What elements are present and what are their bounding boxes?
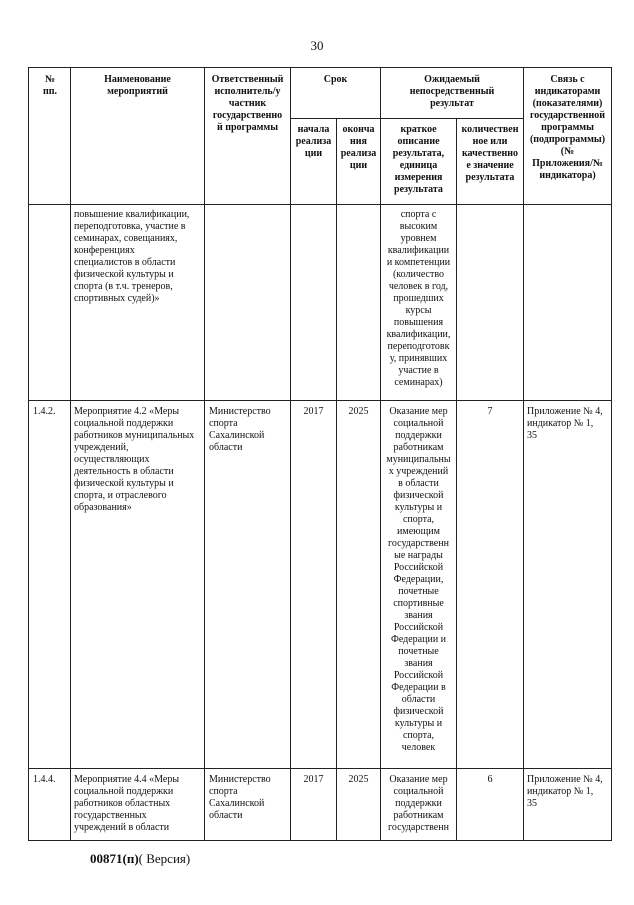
row-2-link: Приложение № 4, индикатор № 1, 35	[527, 406, 603, 441]
header-quantity: количествен ное или качественно е значение результата	[461, 124, 519, 183]
row-2-brief: Оказание мер социальной поддержки работникам муниципальны х учреждений в области физической культуры и спорта, имеющим государственн ые награды Российской Федерации, почетные спортивные звания Российской Федерации и почетные звания Российской Федерации в области физической культуры и спорта, человек	[386, 406, 451, 753]
document-footer	[90, 851, 190, 867]
row-3-quantity: 6	[487, 774, 493, 785]
header-num: № пп.	[42, 74, 58, 97]
row-3-link: Приложение № 4, индикатор № 1, 35	[527, 774, 603, 809]
header-term-start: начала реализа ции	[295, 124, 332, 159]
header-term-end: оконча ния реализа ции	[340, 124, 377, 171]
row-3-start: 2017	[303, 774, 324, 785]
header-responsible: Ответственный исполнитель/у частник государственно й программы	[211, 74, 284, 133]
row-2-start: 2017	[303, 406, 324, 417]
page-number: 30	[310, 38, 324, 53]
row-2-quantity: 7	[487, 406, 493, 417]
row-2-num: 1.4.2.	[33, 406, 56, 417]
row-3-end: 2025	[348, 774, 369, 785]
row-3-name: Мероприятие 4.4 «Меры социальной поддержки работников областных государственных учреждений в области	[74, 774, 180, 833]
document-version: ( Версия)	[138, 851, 191, 866]
header-link: Связь с индикаторами (показателями) государственной программы (подпрограммы) (№ Приложения/№ индикатора)	[529, 74, 606, 181]
row-2-responsible: Министерство спорта Сахалинской области	[209, 406, 271, 453]
row-3-responsible: Министерство спорта Сахалинской области	[209, 774, 271, 821]
row-1-brief: спорта с высоким уровнем квалификации и компетенции (количество человек в год, прошедших курсы повышения квалификации, переподготовк у, принявших участие в семинарах)	[386, 209, 451, 388]
header-name: Наименование мероприятий	[104, 74, 171, 97]
header-expected: Ожидаемый непосредственный результат	[409, 74, 495, 109]
row-2-end: 2025	[348, 406, 369, 417]
row-2-name: Мероприятие 4.2 «Меры социальной поддержки работников муниципальных учреждений, осуществляющих деятельность в области физической культуры и спорта, и отраслевого образования»	[74, 406, 195, 513]
row-3-num: 1.4.4.	[33, 774, 56, 785]
row-3-brief: Оказание мер социальной поддержки работникам государственн	[388, 774, 449, 833]
row-1-name: повышение квалификации, переподготовка, участие в семинарах, совещаниях, конференциях специалистов в области физической культуры и спорта (в т.ч. тренеров, спортивных судей)»	[74, 209, 190, 304]
header-term: Срок	[323, 74, 348, 85]
header-brief: краткое описание результата, единица измерения результата	[392, 124, 445, 195]
document-code: 00871(п)	[90, 851, 139, 866]
